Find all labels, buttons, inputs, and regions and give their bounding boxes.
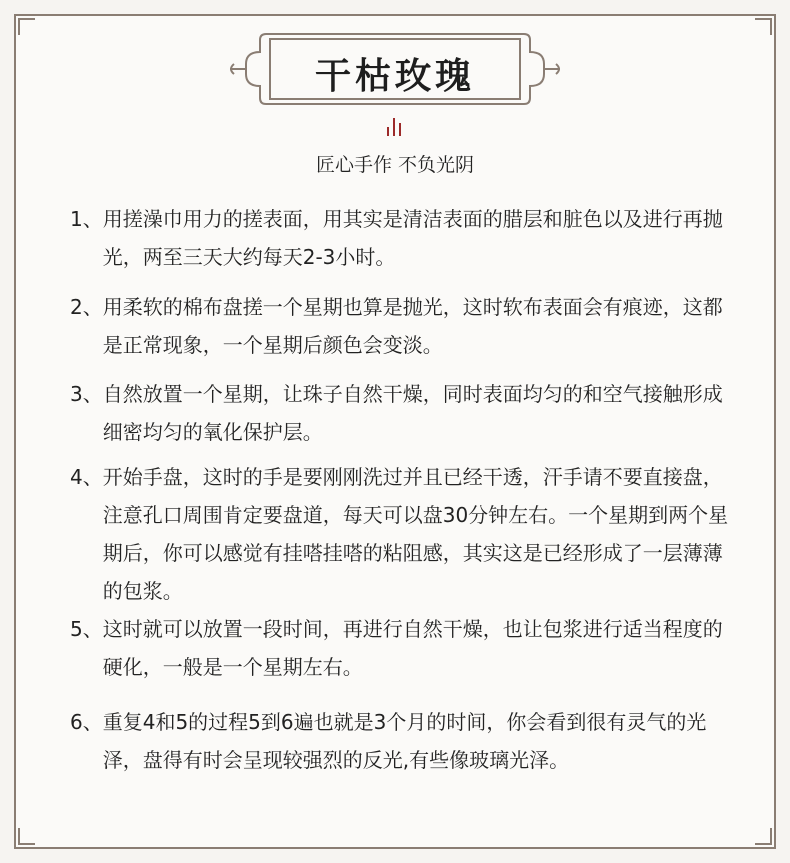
page-subtitle: 匠心手作 不负光阴: [315, 154, 475, 176]
step-number: 6、: [70, 710, 103, 734]
corner-ornament-icon: [13, 826, 37, 850]
steps-list: [70, 200, 730, 772]
list-item: [70, 458, 730, 610]
list-item: [70, 703, 730, 779]
list-item: [70, 375, 730, 451]
step-text: 重复4和5的过程5到6遍也就是3个月的时间，你会看到很有灵气的光泽，盘得有时会呈现较强烈的反光,有些像玻璃光泽。: [102, 710, 707, 772]
red-bars-ornament-icon: [385, 118, 405, 136]
title-banner: [226, 30, 564, 108]
step-text: 自然放置一个星期，让珠子自然干燥，同时表面均匀的和空气接触形成细密均匀的氧化保护层。: [102, 382, 723, 444]
corner-ornament-icon: [13, 13, 37, 37]
step-number: 2、: [70, 295, 103, 319]
step-number: 4、: [70, 465, 103, 489]
list-item: [70, 200, 730, 276]
page-title: 干枯玫瑰: [314, 55, 475, 97]
step-number: 3、: [70, 382, 103, 406]
list-item: [70, 288, 730, 364]
list-item: [70, 610, 730, 686]
corner-ornament-icon: [753, 826, 777, 850]
step-text: 开始手盘，这时的手是要刚刚洗过并且已经干透，汗手请不要直接盘，注意孔口周围肯定要盘道，每天可以盘30分钟左右。一个星期到两个星期后，你可以感觉有挂嗒挂嗒的粘阻感，其实这是已经形成了一层薄薄的包浆。: [102, 465, 729, 603]
step-number: 5、: [70, 617, 103, 641]
step-text: 用柔软的棉布盘搓一个星期也算是抛光，这时软布表面会有痕迹，这都是正常现象，一个星期后颜色会变淡。: [102, 295, 723, 357]
step-text: 这时就可以放置一段时间，再进行自然干燥，也让包浆进行适当程度的硬化，一般是一个星期左右。: [102, 617, 723, 679]
step-text: 用搓澡巾用力的搓表面，用其实是清洁表面的腊层和脏色以及进行再抛光，两至三天大约每天2-3小时。: [102, 207, 723, 269]
step-number: 1、: [70, 207, 103, 231]
corner-ornament-icon: [753, 13, 777, 37]
